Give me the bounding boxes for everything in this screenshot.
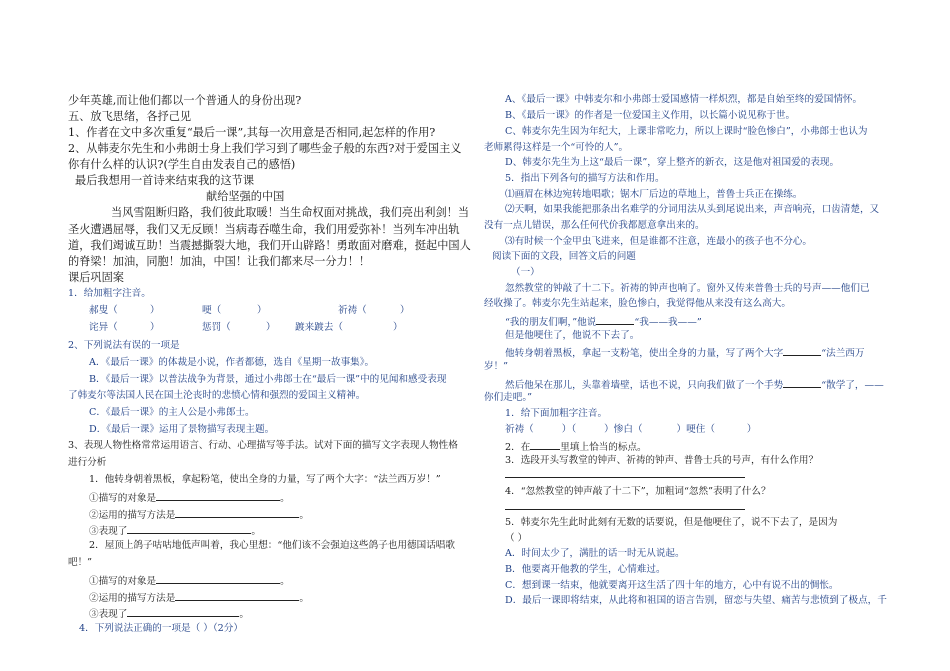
- answer-blank[interactable]: [156, 574, 280, 584]
- fill-label: ②运用的描写方法是: [89, 593, 176, 604]
- poem-line: 圣火遭遇屈辱，我们又无反顾！当病毒吞噬生命，我们用爱弥补！当列车冲出轨: [68, 223, 460, 236]
- question-text: 4．“忽然教堂的钟声敲了十二下”，加粗词“忽然”表明了什么？: [505, 486, 771, 497]
- pinyin-item: ）: [393, 322, 403, 333]
- question-text: 5．韩麦尔先生此时此刻有无数的话要说，但是他哽住了，说不下去了，是因为: [505, 517, 838, 528]
- answer-blank[interactable]: [175, 508, 299, 518]
- question-text: 2、下列说法有误的一项是: [68, 340, 180, 351]
- question-text: 2、从韩麦尔先生和小弗朗士身上我们学习到了哪些金子般的东西?对于爱国主义: [68, 142, 462, 155]
- pinyin-item: ）: [150, 322, 160, 333]
- passage-text: “法兰西万: [821, 348, 865, 359]
- fill-label: ③表现了: [89, 609, 128, 620]
- option-b-cont: 了韩麦尔等法国人民在国土沦丧时的悲愤心情和强烈的爱国主义精神。: [68, 390, 366, 401]
- option-b: B．《最后一课》以普法战争为背景，通过小弗郎士在“最后一课”中的见闻和感受表现: [89, 374, 447, 385]
- answer-blank[interactable]: [156, 491, 280, 501]
- pinyin-item: ）哽住（: [676, 424, 715, 435]
- pinyin-item: ）: [746, 424, 757, 435]
- pinyin-item: ）: [150, 305, 160, 316]
- option-c: C．想到课一结束，他就要离开这生活了四十年的地方，心中有说不出的惆怅。: [505, 580, 839, 591]
- fill-label: ③表现了: [89, 526, 128, 537]
- question-label: 2．在: [505, 442, 531, 453]
- answer-bracket: （ ）: [505, 533, 528, 544]
- fill-prompt: ①描写的对象是 。: [89, 576, 290, 587]
- poem-line: 当风雪阻断归路，我们彼此取暖！当生命权面对挑战，我们亮出利剑！当: [111, 206, 470, 219]
- section-heading: 课后巩固案: [68, 271, 124, 284]
- passage-line: 你们走吧。”: [484, 392, 533, 403]
- option-c-cont: 老师累得这样是一个“可怜的人”。: [484, 142, 629, 153]
- sentence-item-cont: 没有一点儿错误，那么任何代价我都愿意拿出来的。: [484, 220, 705, 231]
- section-heading: 阅读下面的文段，回答文后的问题: [492, 251, 636, 262]
- sentence-item: ⑵天啊，如果我能把那条出名难学的分词用法从头到尾说出来，声音响亮，口齿清楚，又: [505, 204, 880, 215]
- sentence-item: ⑶有时候一个金甲虫飞进来，但是谁都不注意，连最小的孩子也不分心。: [505, 236, 812, 247]
- option-b: B．他要离开他教的学生，心情难过。: [505, 564, 666, 575]
- question-text: 3．选段开头写教堂的钟声、祈祷的钟声、普鲁士兵的号声，有什么作用？: [505, 455, 819, 466]
- fill-label: ②运用的描写方法是: [89, 510, 176, 521]
- option-c: C．《最后一课》的主人公是小弗郎士。: [89, 407, 255, 418]
- question-text: [505, 440, 647, 453]
- fill-label: ①描写的对象是: [89, 493, 157, 504]
- pinyin-item: 祈祷（: [338, 305, 367, 316]
- passage-text: 他转身朝着黑板，拿起一支粉笔，使出全身的力量，写了两个大字: [505, 348, 784, 359]
- option-a: A．时间太少了，满肚的话一时无从说起。: [505, 548, 685, 559]
- pinyin-item: 踱来踱去（: [295, 322, 343, 333]
- passage-text: “我——我——”: [634, 317, 702, 328]
- sentence-item: ⑴画眉在林边宛转地唱歌；锯木厂后边的草地上，普鲁士兵正在操练。: [505, 189, 803, 200]
- answer-blank[interactable]: [783, 346, 821, 356]
- question-label: 里填上恰当的标点。: [560, 442, 647, 453]
- passage-line: 但是他哽住了，他说不下去了。: [505, 330, 640, 341]
- poem-title: 献给坚强的中国: [206, 190, 285, 203]
- pinyin-row: [505, 425, 757, 435]
- answer-blank[interactable]: [530, 440, 560, 450]
- pinyin-item: ）惨白（: [604, 424, 643, 435]
- question-text: 4．下列说法正确的一项是（ ）（2分）: [79, 623, 243, 634]
- passage-line: 岁！”: [484, 361, 509, 372]
- option-d: D、韩麦尔先生为上这“最后一课”，穿上整齐的新衣，这是他对祖国爱的表现。: [505, 157, 840, 168]
- quote-text: 2．屋顶上鸽子咕咕地低声叫着，我心里想：“他们该不会强迫这些鸽子也用德国话唱歌: [89, 540, 455, 551]
- option-a: A．《最后一课》的体裁是小说，作者都德，选自《星期一故事集》。: [89, 357, 375, 368]
- answer-line[interactable]: [505, 509, 745, 510]
- pinyin-item: 惩罚（: [202, 322, 231, 333]
- pinyin-item: 祈祷（: [505, 424, 534, 435]
- passage-text: “散学了，——: [821, 380, 884, 391]
- answer-blank[interactable]: [127, 524, 251, 534]
- option-c: C、韩麦尔先生因为年纪大，上课非常吃力，所以上课时“脸色惨白”，小弗郎士也认为: [505, 126, 868, 137]
- text-line: 少年英雄,而让他们都以一个普通人的身份出现?: [68, 94, 302, 107]
- text-line: 最后我想用一首诗来结束我的这节课: [75, 174, 255, 187]
- fill-label: ①描写的对象是: [89, 576, 157, 587]
- option-d: D．《最后一课》运用了景物描写表现主题。: [89, 424, 275, 435]
- option-b: B、《最后一课》的作者是一位爱国主义作用，以长篇小说见称于世。: [505, 110, 796, 121]
- pinyin-item: ）: [400, 305, 410, 316]
- quote-text: 1．他转身朝着黑板，拿起粉笔，使出全身的力量，写了两个大字：“法兰西万岁！”: [89, 474, 441, 485]
- question-text: 1．给加粗字注音。: [68, 288, 151, 299]
- answer-line[interactable]: [505, 477, 745, 478]
- option-a: A、《最后一课》中韩麦尔和小弗郎士爱国感情一样炽烈，都是自始至终的爱国情怀。: [505, 94, 863, 105]
- passage-line: 忽然教堂的钟敲了十二下。祈祷的钟声也响了。窗外又传来普鲁士兵的号声——他们已: [505, 283, 870, 294]
- fill-prompt: ③表现了 。: [89, 526, 261, 537]
- answer-blank[interactable]: [175, 591, 299, 601]
- passage-line: [505, 378, 884, 391]
- answer-blank[interactable]: [596, 315, 634, 325]
- fill-prompt: ①描写的对象是 。: [89, 493, 290, 504]
- question-text: 3、表现人物性格常常运用语言、行动、心理描写等手法。试对下面的描写文字表现人物性格: [68, 440, 458, 451]
- answer-blank[interactable]: [127, 607, 239, 617]
- question-text: 进行分析: [68, 457, 107, 468]
- section-heading: 五、放飞思绪，各抒己见: [68, 110, 192, 123]
- passage-line: [505, 315, 702, 328]
- fill-prompt: ③表现了 。: [89, 609, 249, 620]
- pinyin-item: ）: [257, 305, 267, 316]
- pinyin-item: 郝叟（: [89, 305, 118, 316]
- passage-number: （一）: [511, 267, 540, 278]
- question-text: 你有什么样的认识?(学生自由发表自己的感悟): [68, 158, 296, 171]
- fill-prompt: ②运用的描写方法是 。: [89, 593, 309, 604]
- pinyin-item: ）: [266, 322, 276, 333]
- poem-line: 的脊梁！加油，同胞！加油，中国！让我们都来尽一分力！！: [68, 255, 371, 268]
- pinyin-item: ）（: [561, 424, 577, 435]
- passage-text: “我的朋友们啊，”他说: [505, 317, 597, 328]
- quote-text: 吧！”: [68, 557, 93, 568]
- fill-prompt: ②运用的描写方法是 。: [89, 510, 309, 521]
- pinyin-item: 哽（: [202, 305, 222, 316]
- pinyin-item: 诧异（: [89, 322, 118, 333]
- passage-line: [505, 346, 865, 359]
- answer-blank[interactable]: [783, 378, 821, 388]
- passage-line: 经收操了。韩麦尔先生站起来，脸色惨白，我觉得他从来没有这么高大。: [484, 298, 791, 309]
- option-d: D．最后一课即将结束，从此将和祖国的语言告别，留恋与失望、痛苦与悲愤到了极点，千: [505, 595, 887, 606]
- poem-line: 道，我们竭诚互助！当震撼撕裂大地，我们开山辟路！勇敢面对磨难，挺起中国人: [68, 239, 471, 252]
- question-text: 1．给下面加粗字注音。: [505, 408, 608, 419]
- question-text: 5．指出下列各句的描写方法和作用。: [505, 173, 665, 184]
- passage-text: 然后他呆在那儿，头靠着墙壁，话也不说，只向我们做了一个手势: [505, 380, 784, 391]
- question-text: 1、作者在文中多次重复“最后一课”,其每一次用意是否相同,起怎样的作用?: [68, 126, 436, 139]
